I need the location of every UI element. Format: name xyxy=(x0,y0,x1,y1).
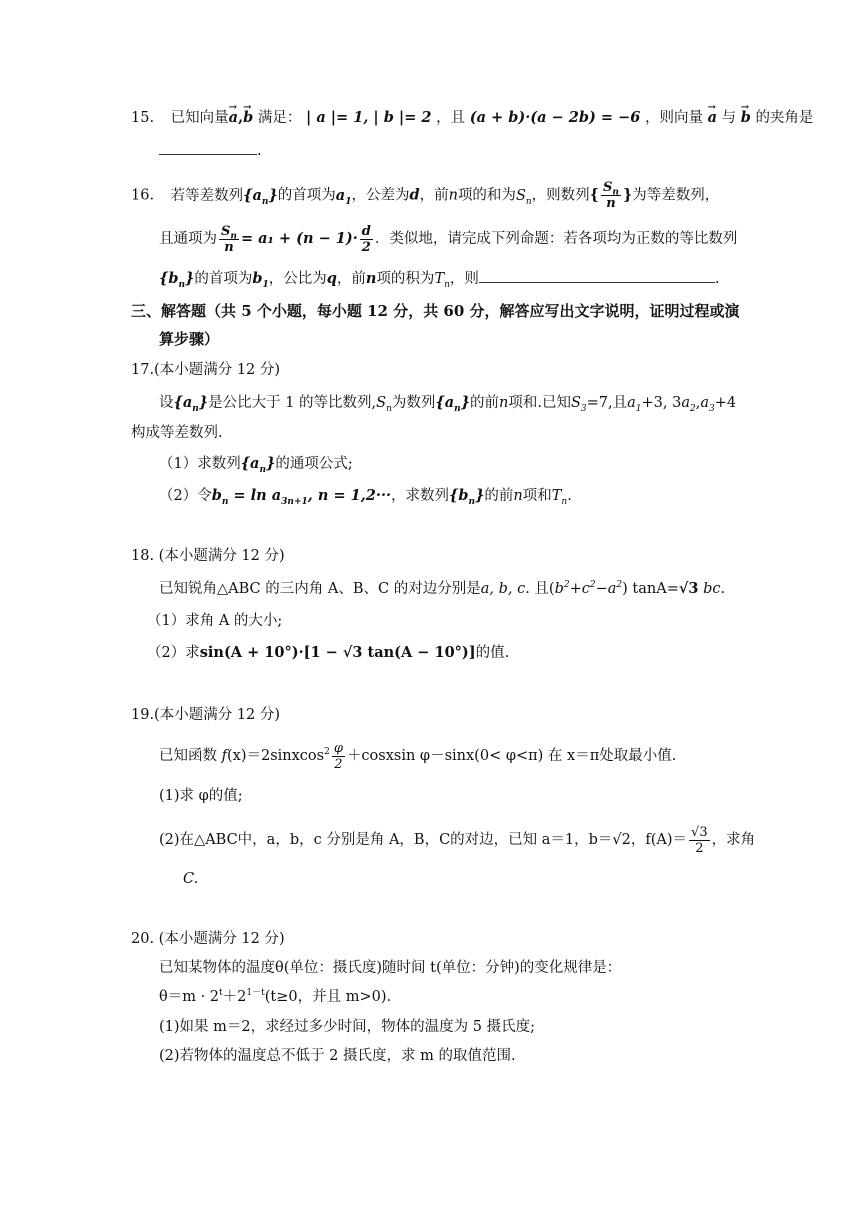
q19-fraction-phi-over-2: $\frac{\varphi}{2}$ xyxy=(333,740,343,772)
q15-text-1: 已知向量 xyxy=(170,110,229,126)
q15-line2: . xyxy=(159,140,262,161)
q16-fraction-sn-over-n: $\frac{S_n}{n}$ xyxy=(603,180,619,211)
q18-line1: 已知锐角△ABC 的三内角 A、B、C 的对边分别是a, b, c. 且$(b^2+c^2-a^2)$ tanA=√3 bc. xyxy=(159,580,726,597)
q15-text-3: ，且 xyxy=(436,110,466,126)
q20-heading: 20. (本小题满分 12 分) xyxy=(131,931,285,947)
q15-text-2: 满足： xyxy=(257,110,302,126)
q16-line1: 16. 若等差数列$\{a_n\}$的首项为$a_1$，公差为d，前n项的和为$S_n$，则数列{ $\frac{S_n}{n}$ }为等差数列， xyxy=(131,180,720,211)
q19-part1: (1)求 φ的值; xyxy=(159,788,243,804)
q18-formula: sin(A + 10°)·[1 − √3 tan(A − 10°)] xyxy=(199,644,476,661)
q17-heading: 17.(本小题满分 12 分) xyxy=(131,362,281,378)
q16-seq-b: $\{b_n\}$ xyxy=(159,270,195,290)
q17-part2: （2）令$b_n = \ln a_{3n+1}$, n = 1,2···，求数列$\{b_n\}$的前n项和$T_n$. xyxy=(159,487,572,507)
section-heading: 三、解答题（共 5 个小题，每小题 12 分，共 60 分，解答应写出文字说明，证明过程或演 xyxy=(131,302,740,320)
q18-heading: 18. (本小题满分 12 分) xyxy=(131,548,285,564)
q15-vector-a: → a xyxy=(229,108,238,128)
q16-line2: 且通项为 $\frac{S_n}{n}$ = a₁ + (n − 1)· $\frac{d}{2}$ ．类似地，请完成下列命题：若各项均为正数的等比数列 xyxy=(159,223,738,255)
q16-line3: $\{b_n\}$的首项为$b_1$，公比为q，前n项的积为$T_n$，则 . xyxy=(159,270,720,290)
q19-heading: 19.(本小题满分 12 分) xyxy=(131,707,281,723)
q16-seq-a: $\{a_n\}$ xyxy=(243,186,278,207)
section-heading-cont: 算步骤） xyxy=(159,330,220,348)
q18-part2: （2）求sin(A + 10°)·[1 − √3 tan(A − 10°)]的值. xyxy=(147,644,510,661)
q15-answer-blank xyxy=(159,140,257,155)
q15-vector-b: → b xyxy=(243,108,253,128)
q19-part2-cont: C. xyxy=(183,871,199,887)
q16-number: 16. xyxy=(131,187,155,204)
q15-condition-2: (a + b)·(a − 2b) = −6 xyxy=(469,109,641,126)
q16-fraction-sn-over-n-2: $\frac{S_n}{n}$ xyxy=(221,223,237,255)
q18-part1: （1）求角 A 的大小; xyxy=(147,613,283,629)
q19-part2: (2)在△ABC中，a，b，c 分别是角 A，B，C的对边，已知 a＝1，b＝√2，f(A)＝ $\frac{√3}{2}$ ，求角 xyxy=(159,824,756,856)
q20-part2: (2)若物体的温度总不低于 2 摄氏度，求 m 的取值范围. xyxy=(159,1048,516,1064)
q16-answer-blank xyxy=(479,268,715,283)
q15-vector-a-2: → a xyxy=(708,108,717,128)
q17-part1: （1）求数列$\{a_n\}$的通项公式; xyxy=(159,455,353,475)
q20-line1: 已知某物体的温度θ(单位：摄氏度)随时间 t(单位：分钟)的变化规律是： xyxy=(159,960,622,976)
q15-vector-b-2: → b xyxy=(741,108,751,128)
q16-fraction-d-over-2: $\frac{d}{2}$ xyxy=(361,223,371,255)
q16-formula: = a₁ + (n − 1)· xyxy=(240,230,358,247)
q17-line2: 构成等差数列. xyxy=(131,425,223,441)
q20-line2: $\theta=m \cdot 2^t+2^{1-t}(t\ge 0$，并且 m>0). xyxy=(159,988,392,1005)
q19-fraction-sqrt3-over-2: $\frac{√3}{2}$ xyxy=(691,824,708,856)
q15-text-5: 与 xyxy=(721,110,737,126)
q15-line1: 15. 已知向量→ a,→ b 满足： | a |= 1, | b |= 2 ，且 (a + b)·(a − 2b) = −6 ，则向量 → a 与 → b 的夹角是 xyxy=(131,108,813,128)
q19-line1: 已知函数 f(x)＝2sinxcos$^2$ $\frac{\varphi}{2}$ ＋cosxsin φ－sinx(0< φ<π) 在 x＝π处取最小值. xyxy=(159,740,677,772)
q15-condition-1: | a |= 1, | b |= 2 xyxy=(306,109,432,126)
q15-text-4: ，则向量 xyxy=(644,110,703,126)
q20-part1: (1)如果 m＝2，求经过多少时间，物体的温度为 5 摄氏度; xyxy=(159,1019,535,1035)
q15-number: 15. xyxy=(131,110,155,126)
q15-text-6: 的夹角是 xyxy=(755,110,814,126)
q17-line1: 设$\{a_n\}$是公比大于 1 的等比数列$,S_n$为数列$\{a_n\}$的前n项和.已知$S_3=7$,且$a_1+3$, $3a_2,a_3+4$ xyxy=(159,394,737,414)
